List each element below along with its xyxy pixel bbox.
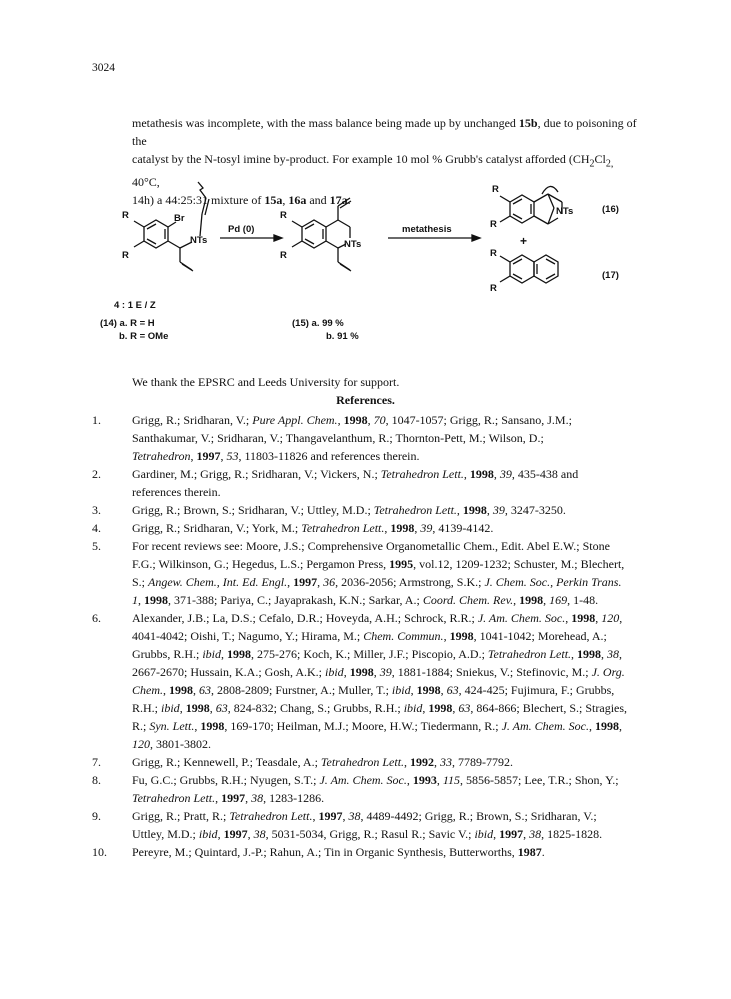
ref-part: , 1-48.: [567, 593, 599, 607]
ref-part: , 424-425; Fujimura, F.; Grubbs,: [458, 683, 615, 697]
ref-year: 1998: [469, 467, 494, 481]
ref-year: 1998: [428, 701, 453, 715]
ref-volume: 70: [373, 413, 386, 427]
ref-part: references therein.: [132, 485, 221, 499]
ref-journal: ibid: [325, 665, 344, 679]
ref-volume: 120: [132, 737, 150, 751]
ref-part: , 1881-1884; Sniekus, V.; Stefinovic, M.;: [391, 665, 592, 679]
reference-number: 6.: [92, 611, 101, 625]
ref-volume: 38: [607, 647, 620, 661]
ref-year: 1997: [318, 809, 343, 823]
ref-year: 1998: [169, 683, 193, 697]
ref-year: 1998: [571, 611, 596, 625]
ref-part: , 7789-7792.: [452, 755, 514, 769]
references-list: [92, 411, 652, 861]
ref-year: 1997: [223, 827, 248, 841]
ref-year: 1998: [144, 593, 168, 607]
reference-number: 2.: [92, 467, 101, 481]
ref-part: , 3801-3802.: [150, 737, 211, 751]
ref-journal: Coord. Chem. Rev.: [422, 593, 514, 607]
ref-volume: 39: [492, 503, 505, 517]
reference-number: 9.: [92, 809, 101, 823]
ref-part: , 435-438 and: [511, 467, 579, 481]
ref-part: Grigg, R.; Kennewell, P.; Teasdale, A.;: [132, 755, 321, 769]
reference-text: Grigg, R.; Sridharan, V.; Pure Appl. Chem., 1998, 70, 1047-1057; Grigg, R.; Sansano, J.M.; Santhakumar, V.; Sridharan, V.; Thangavelanthum, R.; Thornton-Pett, M.; Wilson, D.; Tetrahedron, 1997, 53, 11803-11826 and references therein.: [132, 413, 572, 463]
ref-volume: 33: [440, 755, 453, 769]
ref-journal: Pure Appl. Chem.: [252, 413, 338, 427]
ref-part: , 864-866; Blechert, S.; Stragies,: [470, 701, 628, 715]
ref-volume: 63: [215, 701, 228, 715]
intro-text: catalyst by the N-tosyl imine by-product. For example 10 mol % Grubb's catalyst afforded (CH: [132, 152, 590, 166]
separator: .: [347, 193, 351, 208]
ref-journal: Tetrahedron Lett.: [487, 647, 572, 661]
ref-part: , 2036-2056; Armstrong, S.K.;: [335, 575, 485, 589]
reference-item: [92, 537, 652, 609]
compound-ref: 16a: [288, 193, 307, 208]
bromo-label: Br: [174, 213, 185, 224]
ref-journal: Syn. Lett.: [149, 719, 195, 733]
reference-number: 3.: [92, 503, 101, 517]
reference-number: 7.: [92, 755, 101, 769]
ref-journal: J. Am. Chem. Soc.: [501, 719, 589, 733]
reference-text: Grigg, R.; Kennewell, P.; Teasdale, A.; Tetrahedron Lett., 1992, 33, 7789-7792.: [132, 755, 514, 769]
ref-part: , 5856-5857; Lee, T.R.; Shon, Y.;: [460, 773, 619, 787]
ref-journal: Tetrahedron Lett.: [301, 521, 385, 535]
ref-volume: 63: [458, 701, 471, 715]
ref-part: , 169-170; Heilman, M.J.; Moore, H.W.; Tiedermann, R.;: [224, 719, 502, 733]
ref-volume: 39: [420, 521, 433, 535]
ref-part: 2667-2670; Hussain, K.A.; Gosh, A.K.;: [132, 665, 326, 679]
ref-part: For recent reviews see: Moore, J.S.; Comprehensive Organometallic Chem., Edit. Abel E.W.; Stone: [132, 539, 610, 553]
ref-journal: Angew. Chem., Int. Ed. Engl.: [148, 575, 288, 589]
ref-part: , 371-388; Pariya, C.; Jayaprakash, K.N.; Sarkar, A.;: [168, 593, 423, 607]
nts-label: NTs: [190, 235, 208, 246]
plus-sign: +: [520, 234, 528, 248]
ref-year: 1998: [577, 647, 602, 661]
ref-year: 1997: [221, 791, 246, 805]
ref-journal: Tetrahedron Lett.: [229, 809, 313, 823]
ref-journal: ibid: [391, 683, 411, 697]
separator: ,: [282, 193, 289, 208]
reference-text: For recent reviews see: Moore, J.S.; Comprehensive Organometallic Chem., Edit. Abel E.W.; Stone F.G.; Wilkinson, G.; Hegedus, L.S.; Pergamon Press, 1995, vol.12, 1209-1232; Schuster, M.; Blechert, S.; Angew. Chem., Int. Ed. Engl., 1997, 36, 2036-2056; Armstrong, S.K.; J. Chem. Soc., Perkin Trans. 1, 1998, 371-388; Pariya, C.; Jayaprakash, K.N.; Sarkar, A.; Coord. Chem. Rev., 1998, 169, 1-48.: [132, 539, 625, 607]
nts-label: NTs: [556, 206, 574, 217]
ref-journal: Tetrahedron Lett.: [373, 503, 457, 517]
reference-number: 10.: [92, 845, 107, 859]
ref-volume: 38: [253, 827, 266, 841]
acknowledgement: We thank the EPSRC and Leeds University for support.: [132, 375, 400, 389]
nts-label: NTs: [344, 239, 362, 250]
ref-year: 1998: [462, 503, 487, 517]
ref-year: 1998: [185, 701, 210, 715]
reagent-pd-label: Pd (0): [228, 224, 255, 235]
ref-journal: ibid: [403, 701, 423, 715]
reference-item: [92, 843, 652, 861]
ref-part: S.;: [132, 575, 149, 589]
intro-text: metathesis was incomplete, with the mass balance being made up by unchanged: [132, 116, 519, 130]
reference-item: [92, 411, 652, 465]
compound-14a-label: (14) a. R = H: [100, 318, 155, 329]
reference-text: Grigg, R.; Brown, S.; Sridharan, V.; Uttley, M.D.; Tetrahedron Lett., 1998, 39, 3247-3250.: [132, 503, 566, 517]
intro-text: 40°C,: [132, 175, 160, 190]
ref-journal: ibid: [202, 647, 222, 661]
ref-volume: 38: [251, 791, 264, 805]
r-substituent-label: R: [492, 184, 499, 195]
reference-text: Fu, G.C.; Grubbs, R.H.; Nyugen, S.T.; J. Am. Chem. Soc., 1993, 115, 5856-5857; Lee, T.R.; Shon, Y.; Tetrahedron Lett., 1997, 38, 1283-1286.: [132, 773, 619, 805]
page-number: 3024: [92, 62, 115, 74]
ref-year: 1987: [517, 845, 542, 859]
ref-part: , 4489-4492; Grigg, R.; Brown, S.; Sridharan, V.;: [360, 809, 597, 823]
ref-journal: J. Chem. Soc., Perkin Trans.: [484, 575, 622, 589]
ref-year: 1998: [390, 521, 415, 535]
references-heading: References.: [336, 393, 395, 407]
ref-volume: 39: [379, 665, 392, 679]
intro-text: 14h) a 44:25:31 mixture of: [132, 193, 265, 208]
ref-year: 1997: [293, 575, 318, 589]
ref-part: Grigg, R.; Brown, S.; Sridharan, V.; Uttley, M.D.;: [132, 503, 374, 517]
reference-number: 1.: [92, 413, 101, 427]
ref-year: 1998: [349, 665, 374, 679]
r-substituent-label: R: [490, 219, 497, 230]
ref-year: 1998: [595, 719, 619, 733]
ref-part: , 11803-11826 and references therein.: [238, 449, 420, 463]
reference-item: [92, 807, 652, 843]
ref-part: , 2808-2809; Furstner, A.; Muller, T.;: [211, 683, 392, 697]
ref-volume: 38: [529, 827, 542, 841]
compound-ref: 15b: [518, 116, 538, 130]
ref-journal: ibid: [161, 701, 180, 715]
reference-item: [92, 465, 652, 501]
ref-volume: 115: [442, 773, 460, 787]
ref-journal: Chem. Commun.: [363, 629, 444, 643]
ref-part: Fu, G.C.; Grubbs, R.H.; Nyugen, S.T.;: [132, 773, 320, 787]
r-substituent-label: R: [122, 250, 129, 261]
ref-journal: Tetrahedron: [132, 449, 191, 463]
ref-journal: Tetrahedron Lett.: [132, 791, 216, 805]
ref-part: , 4139-4142.: [432, 521, 494, 535]
ref-volume: 1: [132, 593, 138, 607]
ref-part: Grigg, R.; Sridharan, V.;: [132, 413, 253, 427]
compound-15a-label: (15) a. 99 %: [292, 318, 344, 329]
r-substituent-label: R: [490, 283, 497, 294]
ref-journal: J. Am. Chem. Soc.: [477, 611, 566, 625]
ez-ratio: 4 : 1 E / Z: [114, 300, 156, 311]
r-substituent-label: R: [490, 248, 497, 259]
reference-text: Gardiner, M.; Grigg, R.; Sridharan, V.; Vickers, N.; Tetrahedron Lett., 1998, 39, 435-438 and references therein.: [132, 467, 579, 499]
ref-year: 1998: [227, 647, 252, 661]
scheme-structures: [92, 172, 652, 362]
compound-14b-label: b. R = OMe: [119, 331, 169, 342]
ref-part: , 5031-5034, Grigg, R.; Rasul R.; Savic V.;: [265, 827, 475, 841]
subscript: 2: [589, 158, 595, 170]
ref-year: 1998: [449, 629, 474, 643]
ref-year: 1998: [343, 413, 368, 427]
ref-part: Alexander, J.B.; La, D.S.; Cefalo, D.R.; Hoveyda, A.H.; Schrock, R.R.;: [132, 611, 478, 625]
ref-part: 4041-4042; Oishi, T.; Nagumo, Y.; Hirama, M.;: [132, 629, 364, 643]
compound-16-label: (16): [602, 204, 619, 215]
ref-part: , 275-276; Koch, K.; Miller, J.F.; Piscopio, A.D.;: [251, 647, 488, 661]
ref-part: Grigg, R.; Sridharan, V.; York, M.;: [132, 521, 302, 535]
ref-part: , 1047-1057; Grigg, R.; Sansano, J.M.;: [385, 413, 572, 427]
compound-17-label: (17): [602, 270, 619, 281]
ref-year: 1998: [200, 719, 225, 733]
reference-text: Grigg, R.; Pratt, R.; Tetrahedron Lett., 1997, 38, 4489-4492; Grigg, R.; Brown, S.; Sridharan, V.; Uttley, M.D.; ibid, 1997, 38, 5031-5034, Grigg, R.; Rasul R.; Savic V.; ibid, 1997, 38, 1825-1828.: [132, 809, 603, 841]
ref-part: Grubbs, R.H.;: [132, 647, 203, 661]
reference-item: [92, 753, 652, 771]
ref-volume: 63: [446, 683, 459, 697]
ref-part: .: [541, 845, 545, 859]
ref-volume: 36: [323, 575, 336, 589]
compound-ref: 17a: [329, 193, 348, 208]
reference-text: Alexander, J.B.; La, D.S.; Cefalo, D.R.; Hoveyda, A.H.; Schrock, R.R.; J. Am. Chem. Soc., 1998, 120, 4041-4042; Oishi, T.; Nagumo, Y.; Hirama, M.; Chem. Commun., 1998, 1041-1042; Morehead, A.; Grubbs, R.H.; ibid, 1998, 275-276; Koch, K.; Miller, J.F.; Piscopio, A.D.; Tetrahedron Lett., 1998, 38, 2667-2670; Hussain, K.A.; Gosh, A.K.; ibid, 1998, 39, 1881-1884; Sniekus, V.; Stefinovic, M.; J. Org. Chem., 1998, 63, 2808-2809; Furstner, A.; Muller, T.; ibid, 1998, 63, 424-425; Fujimura, F.; Grubbs, R.H.; ibid, 1998, 63, 824-832; Chang, S.; Grubbs, R.H.; ibid, 1998, 63, 864-866; Blechert, S.; Stragies, R.; Syn. Lett., 1998, 169-170; Heilman, M.J.; Moore, H.W.; Tiedermann, R.; J. Am. Chem. Soc., 1998, 120, 3801-3802.: [132, 611, 628, 751]
ref-year: 1995: [389, 557, 414, 571]
ref-year: 1993: [412, 773, 437, 787]
ref-journal: Tetrahedron Lett.: [320, 755, 405, 769]
intro-text: Cl: [594, 152, 606, 166]
reference-item: [92, 519, 652, 537]
ref-volume: 169: [549, 593, 568, 607]
ref-volume: 38: [348, 809, 361, 823]
r-substituent-label: R: [122, 210, 129, 221]
ref-year: 1998: [416, 683, 441, 697]
reagent-metathesis-label: metathesis: [402, 224, 452, 235]
ref-year: 1997: [196, 449, 221, 463]
separator: and: [306, 193, 330, 208]
ref-year: 1998: [519, 593, 544, 607]
ref-volume: 53: [226, 449, 239, 463]
ref-part: Santhakumar, V.; Sridharan, V.; Thangavelanthum, R.; Thornton-Pett, M.; Wilson, D.;: [132, 431, 544, 445]
ref-part: Gardiner, M.; Grigg, R.; Sridharan, V.; Vickers, N.;: [132, 467, 381, 481]
ref-year: 1997: [499, 827, 524, 841]
reaction-scheme: [92, 172, 652, 362]
ref-part: Pereyre, M.; Quintard, J.-P.; Rahun, A.; Tin in Organic Synthesis, Butterworths,: [132, 845, 518, 859]
ref-volume: 120: [601, 611, 620, 625]
reference-number: 4.: [92, 521, 101, 535]
ref-volume: 39: [499, 467, 512, 481]
ref-part: , 824-832; Chang, S.; Grubbs, R.H.;: [227, 701, 404, 715]
reference-text: Grigg, R.; Sridharan, V.; York, M.; Tetrahedron Lett., 1998, 39, 4139-4142.: [132, 521, 494, 535]
reference-text: [132, 843, 652, 861]
ref-part: Uttley, M.D.;: [132, 827, 199, 841]
compound-ref: 15a: [264, 193, 283, 208]
ref-volume: 63: [199, 683, 211, 697]
ref-part: F.G.; Wilkinson, G.; Hegedus, L.S.; Pergamon Press,: [132, 557, 390, 571]
ref-part: , 3247-3250.: [504, 503, 566, 517]
ref-part: R.H.;: [132, 701, 162, 715]
ref-journal: J. Am. Chem. Soc.: [319, 773, 407, 787]
ref-part: R.;: [132, 719, 150, 733]
r-substituent-label: R: [280, 210, 287, 221]
intro-text: , due to poisoning of the: [132, 116, 637, 148]
reference-item: [92, 771, 652, 807]
ref-year: 1992: [410, 755, 435, 769]
reference-item: [92, 501, 652, 519]
subscript: 2,: [605, 158, 614, 170]
ref-journal: Chem.: [132, 683, 163, 697]
ref-part: , 1283-1286.: [263, 791, 325, 805]
ref-journal: ibid: [474, 827, 494, 841]
reference-item: [92, 609, 652, 753]
r-substituent-label: R: [280, 250, 287, 261]
ref-part: , vol.12, 1209-1232; Schuster, M.; Blechert,: [413, 557, 625, 571]
ref-journal: ibid: [198, 827, 218, 841]
compound-15b-label: b. 91 %: [326, 331, 359, 342]
ref-part: Grigg, R.; Pratt, R.;: [132, 809, 230, 823]
ref-journal: J. Org.: [591, 665, 625, 679]
reference-number: 5.: [92, 539, 101, 553]
ref-journal: Tetrahedron Lett.: [380, 467, 464, 481]
ref-part: , 1041-1042; Morehead, A.;: [473, 629, 607, 643]
reference-number: 8.: [92, 773, 101, 787]
ref-part: , 1825-1828.: [541, 827, 603, 841]
